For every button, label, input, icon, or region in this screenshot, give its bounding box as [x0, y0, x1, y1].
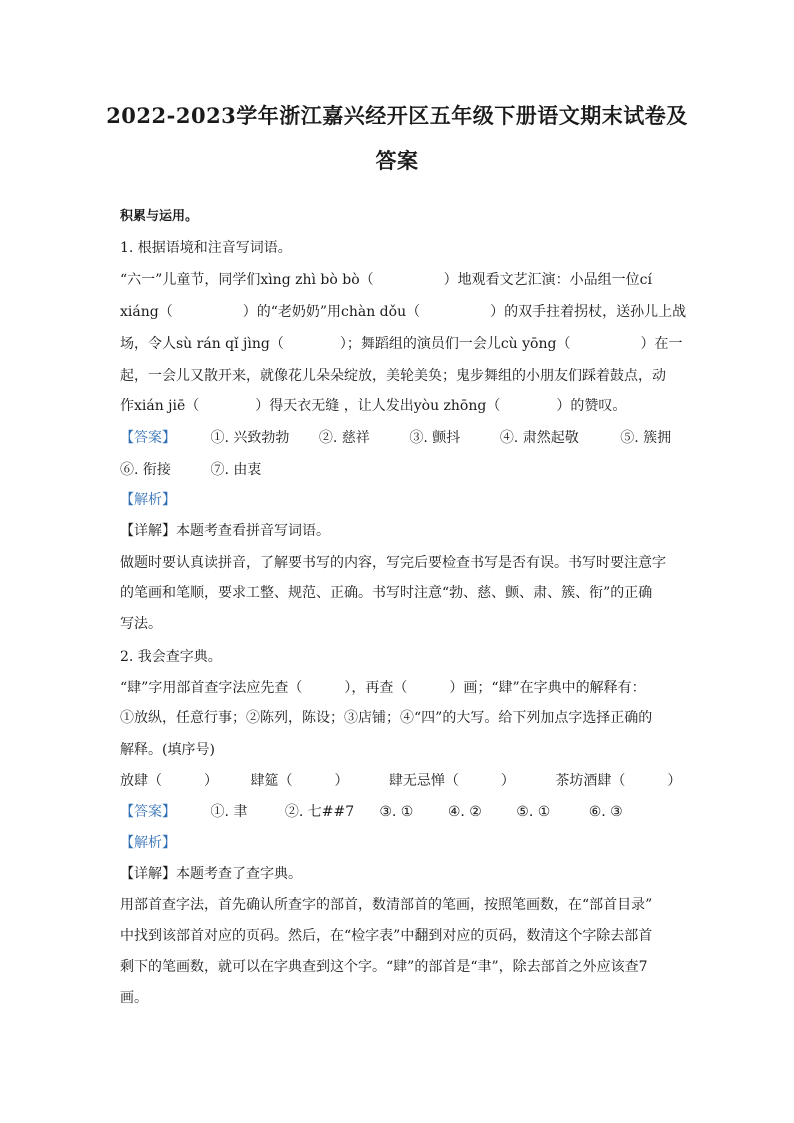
q1-answer-row-1 [120, 428, 680, 448]
q2-fill-row [120, 771, 680, 791]
q1-line-2: xiáng（ ）的“老奶奶”用chàn dǒu（ ）的双手拄着拐杖，送孙儿上战 [120, 304, 687, 320]
page-title: 2022-2023学年浙江嘉兴经开区五年级下册语文期末试卷及 [106, 103, 688, 128]
q2-explain-3: 剩下的笔画数，就可以在字典查到这个字。“肆”的部首是“聿”，除去部首之外应该查7 [120, 959, 648, 975]
section-heading: 积累与运用。 [120, 209, 199, 224]
q2-fill-2: 肆筵（ ） [250, 773, 349, 789]
q2-fill-3: 肆无忌惮（ ） [388, 773, 515, 789]
page-title-continued: 答案 [375, 148, 419, 173]
q1-answer-6: ⑥. 衔接 [120, 462, 171, 478]
q2-answer-3: ③. ① [379, 804, 414, 820]
q1-answer-5: ⑤. 簇拥 [620, 430, 672, 446]
q1-answer-label: 【答案】 [120, 430, 176, 446]
q1-answer-2: ②. 慈祥 [318, 430, 370, 446]
q1-line-3: 场，令人sù rán qǐ jìng（ ）；舞蹈组的演员们一会儿cù yōng（ ）在一 [120, 336, 683, 352]
q1-line-4: 起，一会儿又散开来，就像花儿朵朵绽放，美轮美奂；鬼步舞组的小朋友们踩着鼓点，动 [120, 368, 666, 384]
q2-answer-1: ①. 聿 [210, 804, 248, 820]
q2-answer-5: ⑤. ① [516, 804, 551, 820]
q1-explain-1: 做题时要认真读拼音，了解要书写的内容，写完后要检查书写是否有误。书写时要注意字 [120, 555, 666, 571]
q1-explain-3: 写法。 [120, 616, 162, 632]
q1-line-1: “六一”儿童节，同学们xìng zhì bò bò（ ）地观看文艺汇演：小品组一位cí [120, 272, 652, 288]
q2-question: 2. 我会查字典。 [120, 649, 222, 665]
q2-line-3: 解释。(填序号) [120, 742, 215, 758]
q2-detail: 【详解】本题考查了查字典。 [120, 866, 302, 882]
q2-fill-4: 茶坊酒肆（ ） [555, 773, 682, 789]
q2-explain-4: 画。 [120, 990, 148, 1006]
q2-answer-6: ⑥. ③ [588, 804, 623, 820]
q2-line-2: ①放纵，任意行事；②陈列，陈设；③店铺；④“四”的大写。给下列加点字选择正确的 [120, 710, 653, 726]
q1-answer-4: ④. 肃然起敬 [499, 430, 579, 446]
q1-analysis-label: 【解析】 [120, 492, 176, 508]
q2-explain-2: 中找到该部首对应的页码。然后，在“检字表”中翻到对应的页码，数清这个字除去部首 [120, 928, 653, 944]
q1-answer-7: ⑦. 由衷 [210, 462, 262, 478]
q1-answer-1: ①. 兴致勃勃 [210, 430, 290, 446]
q1-answer-row-2 [120, 460, 680, 480]
q2-explain-1: 用部首查字法，首先确认所查字的部首，数清部首的笔画，按照笔画数，在“部首目录” [120, 897, 653, 913]
q2-answer-2: ②. 七##7 [284, 804, 355, 820]
q1-answer-3: ③. 颤抖 [409, 430, 461, 446]
q1-line-5: 作xián jiē（ ）得天衣无缝 ，让人发出yòu zhōng（ ）的赞叹。 [120, 398, 627, 414]
q2-line-1: “肆”字用部首查字法应先查（ ），再查（ ）画；“肆”在字典中的解释有： [120, 680, 646, 696]
q1-explain-2: 的笔画和笔顺，要求工整、规范、正确。书写时注意“勃、慈、颤、肃、簇、衔”的正确 [120, 585, 653, 601]
q2-answer-4: ④. ② [447, 804, 482, 820]
q2-analysis-label: 【解析】 [120, 835, 176, 851]
q1-question: 1. 根据语境和注音写词语。 [120, 240, 292, 256]
q2-fill-1: 放肆（ ） [120, 773, 218, 789]
q2-answer-row [120, 802, 680, 822]
q2-answer-label: 【答案】 [120, 804, 176, 820]
q1-detail: 【详解】本题考查看拼音写词语。 [120, 523, 330, 539]
